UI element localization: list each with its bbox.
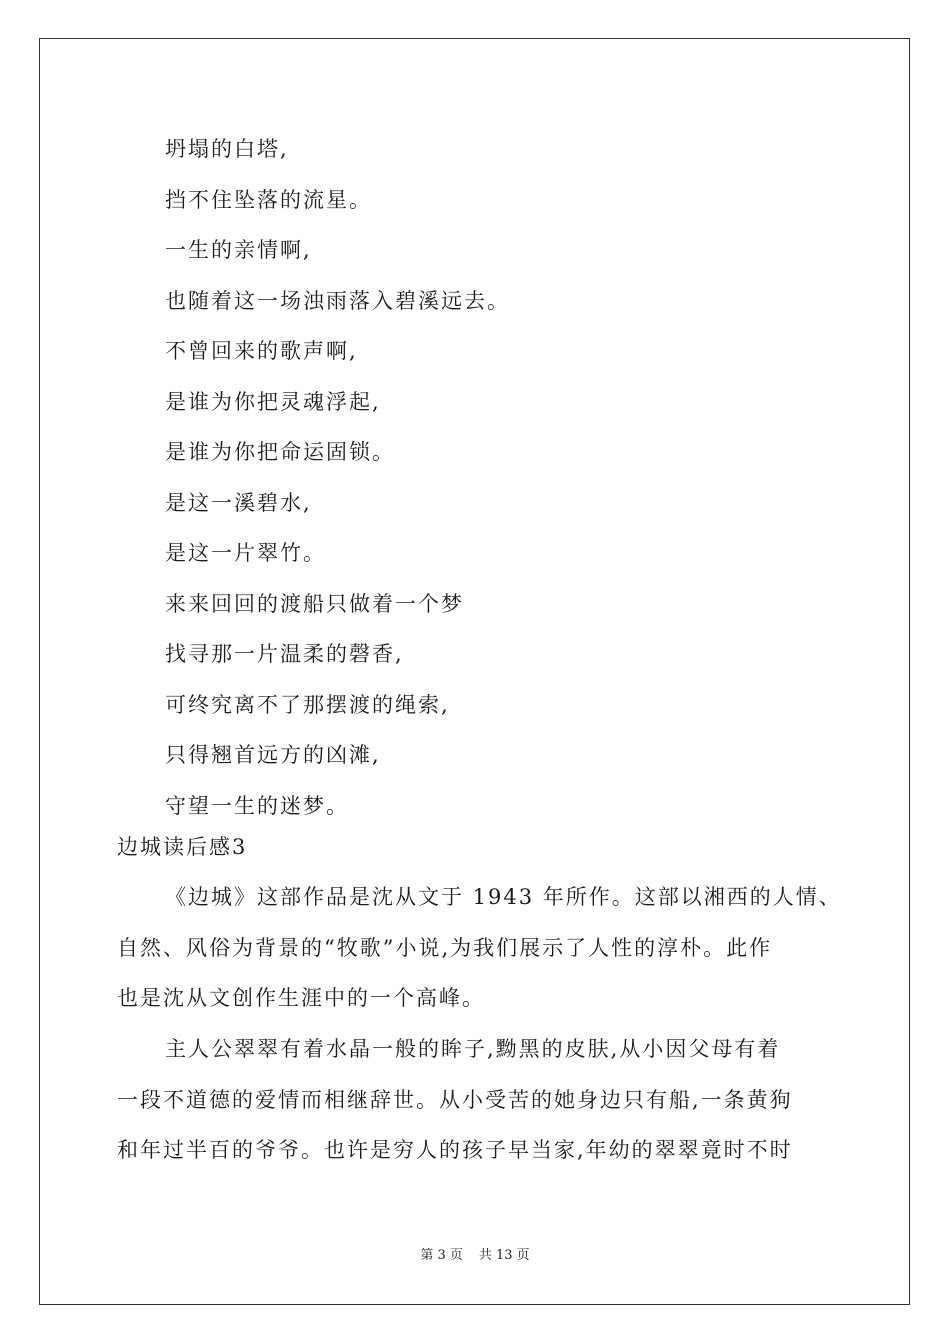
poem-line: 来来回回的渡船只做着一个梦 [165,591,464,616]
section-heading: 边城读后感3 [117,835,248,859]
paragraph [117,876,857,1028]
page-footer [0,1247,950,1265]
poem-line: 找寻那一片温柔的磬香, [165,642,404,666]
poem-line: 是谁为你把命运固锁。 [165,440,395,464]
poem [165,128,865,835]
poem-line: 也随着这一场浊雨落入碧溪远去。 [165,288,510,313]
poem-line: 是谁为你把灵魂浮起, [165,389,381,414]
poem-line: 是这一溪碧水, [165,490,312,515]
poem-line: 一生的亲情啊, [165,238,312,262]
poem-line: 坍塌的白塔, [165,137,289,161]
poem-line: 不曾回来的歌声啊, [165,339,358,363]
paragraph-line: 一段不道德的爱情而相继辞世。从小受苦的她身边只有船,一条黄狗 [117,1087,793,1112]
poem-line: 挡不住坠落的流星。 [165,187,372,212]
paragraph-line: 和年过半百的爷爷。也许是穷人的孩子早当家,年幼的翠翠竟时不时 [117,1138,793,1162]
poem-line: 只得翘首远方的凶滩, [165,743,381,767]
paragraph-line: 自然、风俗为背景的“牧歌”小说,为我们展示了人性的淳朴。此作 [117,935,773,960]
poem-line: 守望一生的迷梦。 [165,793,349,818]
paragraph-line: 《边城》这部作品是沈从文于 1943 年所作。这部以湘西的人情、 [165,885,842,909]
poem-line: 可终究离不了那摆渡的绳索, [165,692,450,717]
poem-line: 是这一片翠竹。 [165,541,326,565]
paragraph-line: 也是沈从文创作生涯中的一个高峰。 [117,986,485,1010]
page-total: 共 13 页 [478,1248,530,1263]
paragraph [117,1028,857,1180]
paragraph-line: 主人公翠翠有着水晶一般的眸子,黝黑的皮肤,从小因父母有着 [165,1037,781,1061]
page-number: 第 3 页 [420,1248,463,1263]
